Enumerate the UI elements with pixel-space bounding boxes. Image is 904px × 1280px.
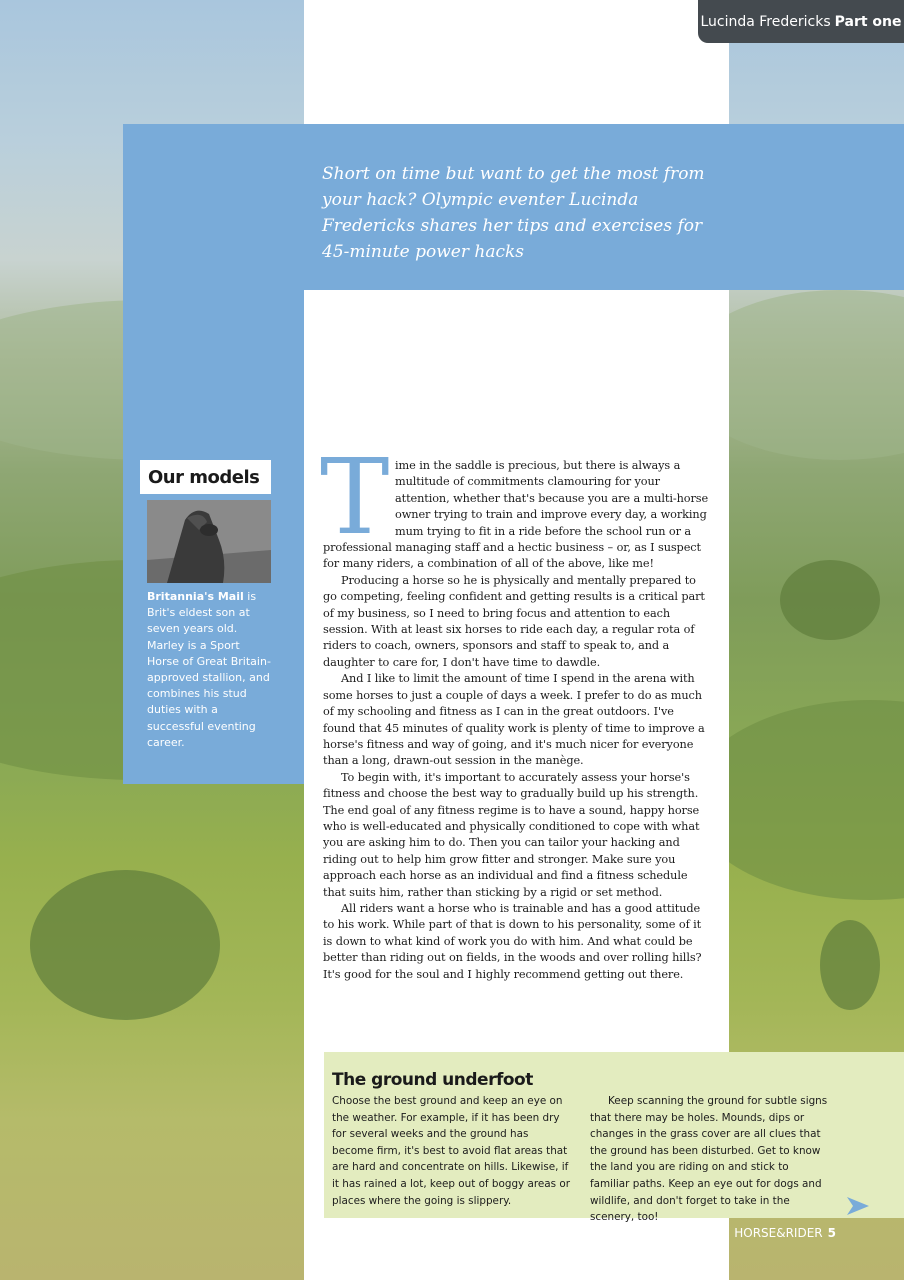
drop-cap: T — [320, 436, 390, 558]
paragraph-text: ime in the saddle is precious, but there is always a multitude of commitments clamouring for your attention, whether that's because you are a multi-horse owner trying to train and improve every day, a working mum trying to fit in a ride before the school run or a professional managing staff and a hectic business – or, as I suspect for many riders, a combination of all of the above, like me! — [323, 459, 709, 571]
article-body — [323, 458, 709, 983]
ground-box-column-2: Keep scanning the ground for subtle signs that there may be holes. Mounds, dips or changes in the grass cover are all clues that the ground has been disturbed. Get to know the land you are riding on and stick to familiar paths. Keep an eye out for dogs and wildlife, and don't forget to take in the scenery, too! — [590, 1095, 828, 1224]
horse-photo-image — [147, 500, 271, 583]
header-part: Part one — [834, 13, 902, 30]
continue-arrow-icon — [847, 1197, 869, 1215]
article-paragraph: And I like to limit the amount of time I spend in the arena with some horses to just a couple of days a week. I prefer to do as much of my schooling and fitness as I can in the great outdoors. I've found that 45 minutes of quality work is plenty of time to improve a horse's fitness and way of going, and it's much nicer for everyone than a long, drawn-out session in the manège. — [323, 672, 705, 768]
standfirst: Short on time but want to get the most from your hack? Olympic eventer Lucinda Fredericks shares her tips and exercises for 45-minute power hacks — [322, 164, 705, 262]
article-paragraph: Producing a horse so he is physically and mentally prepared to go competing, feeling confident and getting results is a critical part of my business, so I need to bring focus and attention to each session. With at least six horses to ride each day, a regular rota of riders to coach, owners, sponsors and staff to speak to, and a daughter to care for, I don't have time to dawdle. — [323, 573, 705, 669]
horse-photo — [147, 500, 271, 583]
article-paragraph — [323, 458, 709, 573]
shrub — [820, 920, 880, 1010]
caption-text: is Brit's eldest son at seven years old. Marley is a Sport Horse of Great Britain-approved stallion, and combines his stud duties with a successful eventing career. — [147, 590, 271, 749]
page-number: 5 — [827, 1226, 836, 1240]
shrub — [30, 870, 220, 1020]
magazine-name: HORSE&RIDER — [734, 1226, 823, 1240]
models-caption — [147, 589, 275, 751]
models-title: Our models — [140, 460, 271, 494]
section-header — [698, 0, 904, 43]
page-footer — [734, 1226, 836, 1240]
header-name: Lucinda Fredericks — [700, 13, 831, 30]
ground-box-column-1: Choose the best ground and keep an eye on the weather. For example, if it has been dry for several weeks and the ground has become firm, it's best to avoid flat areas that are hard and concentrate on hills. Likewise, if it has rained a lot, keep out of boggy areas or places where the going is slippery. — [332, 1095, 571, 1207]
ground-box-title: The ground underfoot — [332, 1070, 533, 1090]
shrub — [780, 560, 880, 640]
article-paragraph: All riders want a horse who is trainable and has a good attitude to his work. While part of that is down to his personality, some of it is down to what kind of work you do with him. And what could be better than riding out on fields, in the woods and over rolling hills? It's good for the soul and I highly recommend getting out there. — [323, 901, 702, 981]
article-paragraph: To begin with, it's important to accurately assess your horse's fitness and choose the best way to gradually build up his strength. The end goal of any fitness regime is to have a sound, happy horse who is well-educated and physically conditioned to cope with what you are asking him to do. Then you can tailor your hacking and riding out to help him grow fitter and stronger. Make sure you approach each horse as an individual and find a fitness schedule that suits him, rather than sticking by a rigid or set method. — [323, 770, 700, 899]
caption-horse-name: Britannia's Mail — [147, 590, 244, 603]
